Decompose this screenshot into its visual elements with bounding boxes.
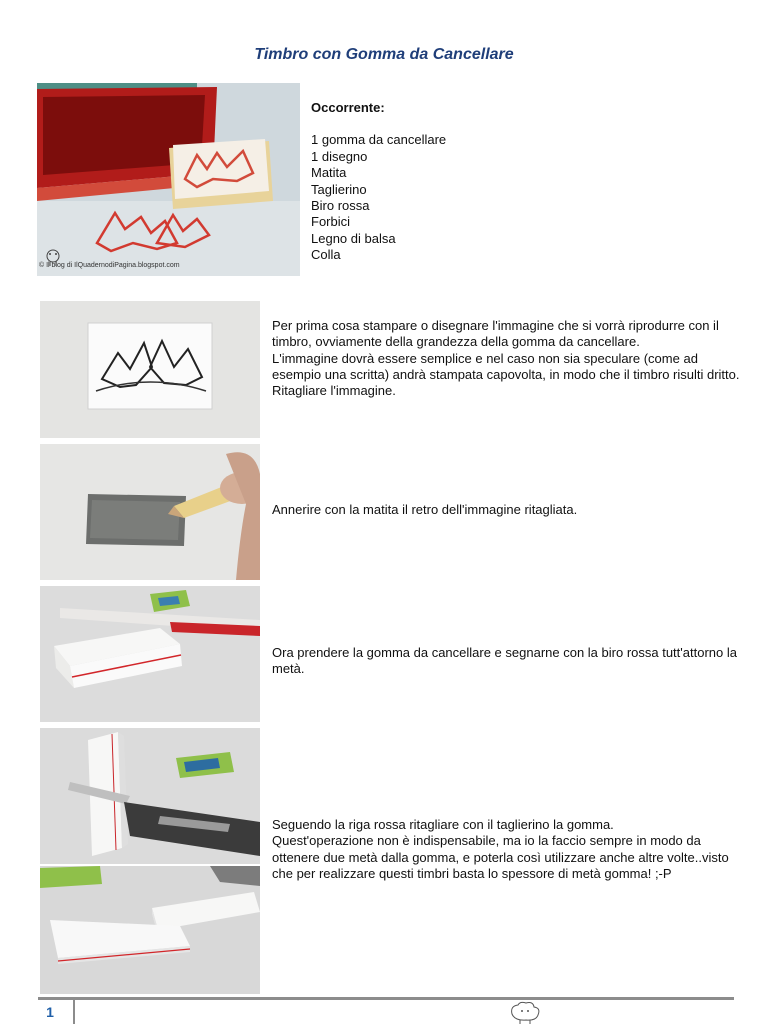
page-number: 1 xyxy=(46,1004,54,1020)
step-paragraph: Seguendo la riga rossa ritagliare con il taglierino la gomma. xyxy=(272,817,614,832)
step-4-photo-a xyxy=(40,728,260,864)
footer-logo xyxy=(506,1000,706,1024)
supply-item: Forbici xyxy=(311,214,351,230)
step-2-text xyxy=(272,502,742,518)
supply-item: Colla xyxy=(311,247,341,263)
step-paragraph: Per prima cosa stampare o disegnare l'immagine che si vorrà riprodurre con il timbro, ovviamente della grandezza della gomma da cancellare. xyxy=(272,318,719,350)
step-1-photo xyxy=(40,301,260,438)
document-title: Timbro con Gomma da Cancellare xyxy=(254,46,514,63)
hero-watermark: © Il blog di IlQuadernodiPagina.blogspot.com xyxy=(39,262,180,269)
step-paragraph: Quest'operazione non è indispensabile, ma io la faccio sempre in modo da ottenere due metà dalla gomma, e poterla così utilizzare anche altre volte..visto che per realizzare questi timbri basta lo spessore di metà gomma! ;-P xyxy=(272,833,729,881)
footer-divider xyxy=(73,1000,75,1024)
step-paragraph: L'immagine dovrà essere semplice e nel caso non sia speculare (come ad esempio una scritta) andrà stampata capovolta, in modo che il timbro risulti dritto. xyxy=(272,350,740,382)
step-paragraph: Annerire con la matita il retro dell'immagine ritagliata. xyxy=(272,502,578,517)
step-1-text xyxy=(272,318,742,399)
supply-item: Legno di balsa xyxy=(311,230,396,246)
step-3-text xyxy=(272,645,742,678)
supply-item: 1 gomma da cancellare xyxy=(311,132,447,148)
hero-photo xyxy=(37,83,300,276)
step-2-photo xyxy=(40,444,260,580)
sheep-logo-icon xyxy=(506,1000,546,1024)
step-3-photo xyxy=(40,586,260,722)
step-paragraph: Ora prendere la gomma da cancellare e segnarne con la biro rossa tutt'attorno la metà. xyxy=(272,645,737,677)
supply-item: Taglierino xyxy=(311,181,367,197)
step-4-text xyxy=(272,817,742,882)
step-4-photo-b xyxy=(40,866,260,994)
supplies-list xyxy=(311,100,571,264)
supplies-heading: Occorrente: xyxy=(311,100,385,115)
step-paragraph: Ritagliare l'immagine. xyxy=(272,383,396,399)
supply-item: 1 disegno xyxy=(311,148,368,164)
supply-item: Matita xyxy=(311,165,347,181)
supply-item: Biro rossa xyxy=(311,198,370,214)
